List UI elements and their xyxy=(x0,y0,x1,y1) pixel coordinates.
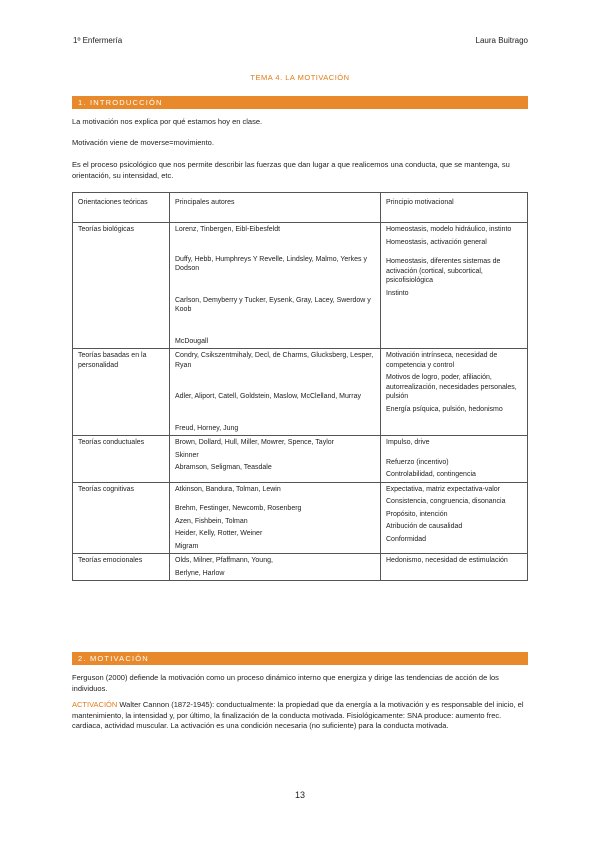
author-group: Lorenz, Tinbergen, Eibl-Eibesfeldt xyxy=(175,226,281,233)
page-number: 13 xyxy=(294,790,305,800)
motivation-paragraph-2 xyxy=(72,700,528,732)
motivational-principle: Controlabilidad, contingencia xyxy=(386,471,476,478)
table-row xyxy=(73,436,528,483)
author-group: Adler, Aliport, Catell, Goldstein, Maslow, McClelland, Murray xyxy=(175,393,361,400)
intro-paragraph-1: La motivación nos explica por qué estamos hoy en clase. xyxy=(72,117,263,126)
theory-principles xyxy=(381,349,528,436)
motivational-principle: Instinto xyxy=(386,289,409,297)
author-group: Migram xyxy=(175,542,199,550)
motivational-principle: Refuerzo (incentivo) xyxy=(386,458,449,466)
theory-authors xyxy=(170,223,381,349)
theory-authors xyxy=(170,482,381,554)
theory-orientation: Teorías cognitivas xyxy=(73,482,170,554)
theory-orientation: Teorías emocionales xyxy=(73,554,170,581)
author-group: McDougall xyxy=(175,337,209,345)
theory-principles xyxy=(381,436,528,483)
table-row xyxy=(73,482,528,554)
table-row xyxy=(73,223,528,349)
author-group: Atkinson, Bandura, Tolman, Lewin xyxy=(175,485,281,493)
motivational-principle: Motivación intrínseca, necesidad de competencia y control xyxy=(386,352,498,369)
motivational-principle: Homeostasis, activación general xyxy=(386,238,487,246)
theory-authors xyxy=(170,349,381,436)
table-header-row xyxy=(73,193,528,223)
author-group: Condry, Csikszentmihaly, Decl, de Charms, Glucksberg, Lesper, Ryan xyxy=(175,352,374,369)
author-group: Skinner xyxy=(175,451,199,459)
header-course: 1º Enfermería xyxy=(73,36,123,45)
header-author: Laura Buitrago xyxy=(475,36,528,45)
intro-paragraph-2: Motivación viene de moverse=movimiento. xyxy=(72,138,214,147)
motivational-principle: Impulso, drive xyxy=(386,439,430,446)
motivation-theories-table xyxy=(72,192,528,581)
document-title: TEMA 4. LA MOTIVACIÓN xyxy=(250,73,350,82)
activation-text: Walter Cannon (1872-1945): conductualmente: la propiedad que da energía a la motivación y es responsable del inicio, el mantenimiento, la intensidad y, por último, la finalización de la conducta motivada. Fisiológicamente: SNA produce: aumento frec. cardiaca, actividad muscular. La activación es una condición necesaria (no suficiente) para la conducta motivada. xyxy=(72,700,524,730)
author-group: Berlyne, Harlow xyxy=(175,569,225,577)
theory-orientation: Teorías biológicas xyxy=(73,223,170,349)
motivational-principle: Propósito, intención xyxy=(386,510,448,518)
motivational-principle: Homeostasis, modelo hidráulico, instinto xyxy=(386,226,512,233)
motivational-principle: Hedonismo, necesidad de estimulación xyxy=(386,557,508,564)
author-group: Duffy, Hebb, Humphreys Y Revelle, Lindsley, Malmo, Yerkes y Dodson xyxy=(175,255,367,272)
author-group: Azen, Fishbein, Tolman xyxy=(175,517,248,525)
author-group: Carlson, Demyberry y Tucker, Eysenk, Gray, Lacey, Swerdow y Koob xyxy=(175,296,371,313)
theory-authors xyxy=(170,436,381,483)
theory-orientation: Teorías conductuales xyxy=(73,436,170,483)
motivational-principle: Expectativa, matriz expectativa-valor xyxy=(386,485,500,493)
intro-paragraph-3: Es el proceso psicológico que nos permite describir las fuerzas que dan lugar a que realicemos una conducta, que se mantenga, su orientación, su intensidad, etc. xyxy=(72,160,510,180)
table-header-orientation: Orientaciones teóricas xyxy=(73,193,170,223)
theory-principles xyxy=(381,554,528,581)
author-group: Heider, Kelly, Rotter, Weiner xyxy=(175,530,263,537)
theory-principles xyxy=(381,223,528,349)
table-row xyxy=(73,349,528,436)
theory-authors xyxy=(170,554,381,581)
motivational-principle: Consistencia, congruencia, disonancia xyxy=(386,498,506,505)
motivational-principle: Conformidad xyxy=(386,535,427,543)
author-group: Brown, Dollard, Hull, Miller, Mowrer, Spence, Taylor xyxy=(175,439,334,446)
table-header-principle: Principio motivacional xyxy=(381,193,528,223)
author-group: Abramson, Seligman, Teasdale xyxy=(175,464,272,471)
theory-orientation: Teorías basadas en la personalidad xyxy=(73,349,170,436)
author-group: Freud, Horney, Jung xyxy=(175,424,239,432)
author-group: Brehm, Festinger, Newcomb, Rosenberg xyxy=(175,505,302,512)
author-group: Olds, Milner, Pfaffmann, Young, xyxy=(175,557,273,564)
motivational-principle: Atribución de causalidad xyxy=(386,523,463,530)
section-2-header: 2. MOTIVACIÓN xyxy=(72,652,528,665)
motivational-principle: Energía psíquica, pulsión, hedonismo xyxy=(386,405,503,413)
table-header-authors: Principales autores xyxy=(170,193,381,223)
table-row xyxy=(73,554,528,581)
section-1-header: 1. INTRODUCCIÓN xyxy=(72,96,528,109)
motivational-principle: Motivos de logro, poder, afiliación, autorrealización, necesidades personales, pulsión xyxy=(386,374,517,400)
activation-label: ACTIVACIÓN xyxy=(72,700,118,709)
motivation-paragraph-1: Ferguson (2000) defiende la motivación como un proceso dinámico interno que energiza y dirige las tendencias de acción de los individuos. xyxy=(72,673,499,693)
motivational-principle: Homeostasis, diferentes sistemas de activación (cortical, subcortical, psicofisiológica xyxy=(386,258,501,284)
theory-principles xyxy=(381,482,528,554)
